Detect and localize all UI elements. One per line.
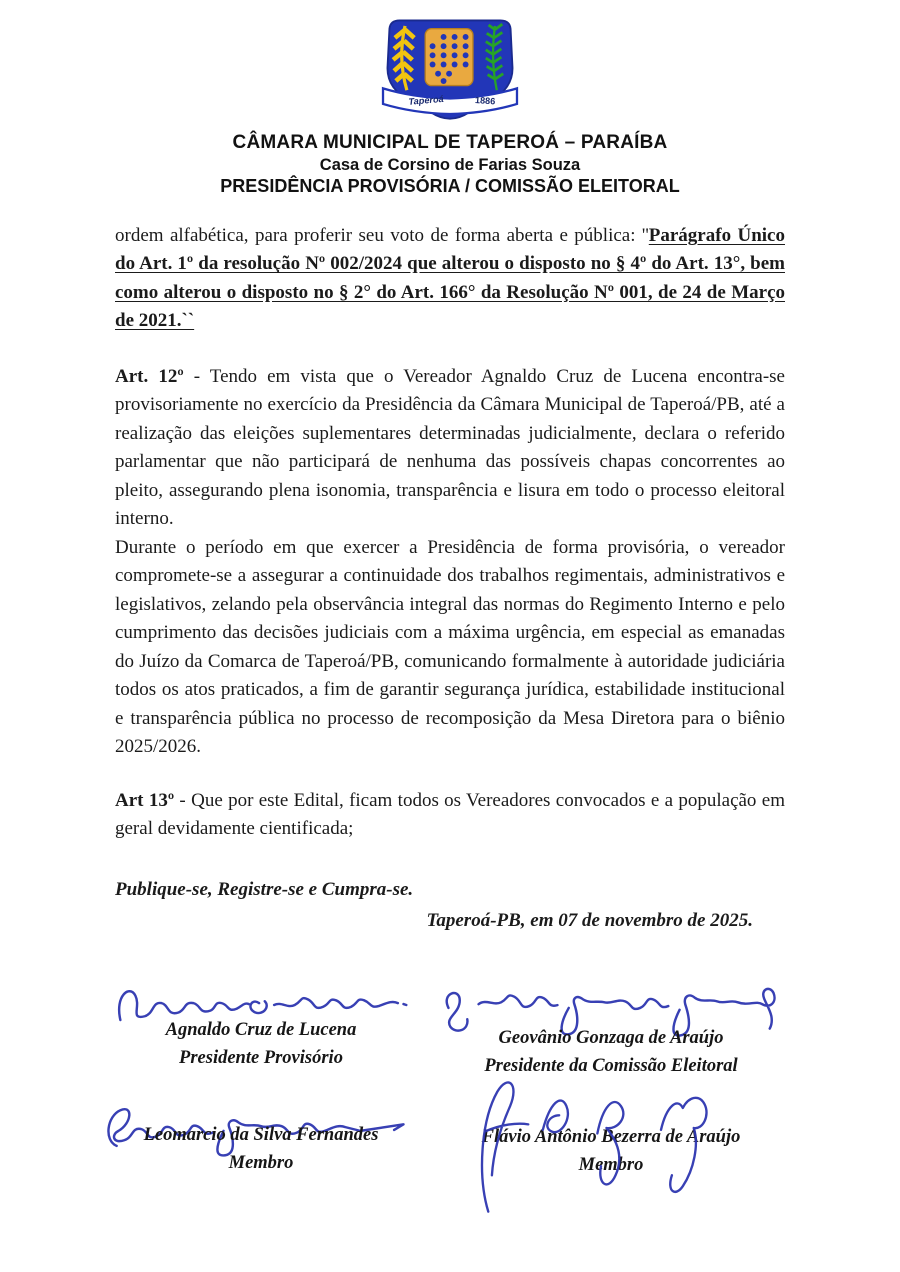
signature-row-2 [100,1099,800,1176]
intro-normal-text: ordem alfabética, para proferir seu voto de forma aberta e pública: '' [115,224,649,246]
signatory-role: Membro [578,1154,644,1175]
org-subtitle: Casa de Corsino de Farias Souza [319,155,581,174]
art13-text: - Que por este Edital, ficam todos os Vereadores convocados e a população em geral devidamente cientificada; [115,789,785,840]
signature-block-flavio [422,1099,800,1176]
signatory-name: Geovânio Gonzaga de Araújo [498,1027,724,1048]
place-dateline: Taperoá-PB, em 07 de novembro de 2025. [426,910,753,932]
closing-formula: Publique-se, Registre-se e Cumpra-se. [115,878,414,900]
letterhead [0,132,900,198]
intro-emphasized-text: Parágrafo Único do Art. 1º da resolução Nº 002/2024 que alterou o disposto no § 4º do Art. 13°, bem como alterou o disposto no § 2° do Art. 166° da Resolução Nº 001, de 24 de Março de 2021.`` [115,224,785,332]
signatory-role: Membro [228,1152,294,1173]
banner-town-name: Taperoá [408,93,445,107]
signatory-name: Leomarcio da Silva Fernandes [143,1124,379,1145]
paragraph-art13 [115,787,785,844]
signatory-name: Agnaldo Cruz de Lucena [165,1019,357,1040]
paragraph-durante: Durante o período em que exercer a Presidência de forma provisória, o vereador compromete-se a assegurar a continuidade dos trabalhos regimentais, administrativos e legislativos, zelando pela observância integral das normas do Regimento Interno e pelo cumprimento das decisões judiciais com a máxima urgência, em especial as emanadas do Juízo da Comarca de Taperoá/PB, comunicando formalmente à autoridade judiciária todos os atos praticados, a fim de garantir segurança jurídica, estabilidade institucional e transparência pública no processo de recomposição da Mesa Diretora para o biênio 2025/2026. [115,536,785,758]
signature-flavio-scribble [461,1069,761,1227]
art12-label: Art. 12º [115,365,184,387]
art12-text: - Tendo em vista que o Vereador Agnaldo Cruz de Lucena encontra-se provisoriamente no exercício da Presidência da Câmara Municipal de Taperoá/PB, até a realização das eleições suplementares determinadas judicialmente, declara o referido parlamentar que não participará de nenhuma das possíveis chapas concorrentes ao pleito, assegurando plena isonomia, transparência e lisura em todo o processo eleitoral interno. [115,365,785,530]
art13-label: Art 13º [115,789,175,811]
banner-year: 1886 [474,95,496,107]
document-body [0,222,900,936]
coat-of-arms-logo [372,14,528,126]
signatory-role: Presidente da Comissão Eleitoral [484,1055,738,1076]
signature-block-leomarcio [100,1099,422,1176]
org-title: CÂMARA MUNICIPAL DE TAPEROÁ – PARAÍBA [232,132,668,153]
paragraph-art12 [115,363,785,534]
signature-block-agnaldo [100,976,422,1077]
signatory-role: Presidente Provisório [179,1047,343,1068]
signature-block-geovanio [422,976,800,1077]
signatory-name: Flávio Antônio Bezerra de Araújo [481,1126,741,1147]
org-department: PRESIDÊNCIA PROVISÓRIA / COMISSÃO ELEITORAL [220,176,680,197]
crest-container [0,0,900,126]
signature-row-1 [100,976,800,1077]
paragraph-intro [115,222,785,336]
signatures-section [0,976,900,1176]
